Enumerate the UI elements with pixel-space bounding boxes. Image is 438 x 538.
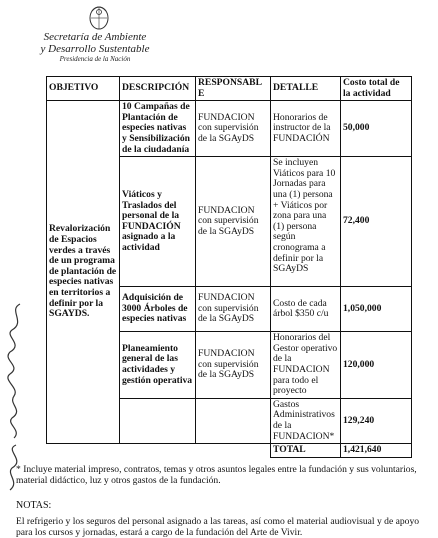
header-detalle: DETALLE (271, 77, 341, 101)
header-responsable: RESPONSABLE (196, 77, 271, 101)
total-value: 1,421,640 (341, 444, 412, 458)
descripcion-cell: Planeamiento general de las actividades y gestión operativa (120, 332, 196, 399)
total-label: TOTAL (271, 444, 341, 458)
descripcion-cell (120, 398, 196, 443)
national-seal-icon (86, 2, 112, 32)
costo-cell: 129,240 (341, 398, 412, 443)
notes-heading: NOTAS: (16, 500, 52, 511)
header-descripcion: DESCRIPCIÓN (120, 77, 196, 101)
objetivo-cell: Revalorización de Espacios verdes a través de un programa de plantación de especies nativas en territorios a definir por la SGAYDS. (47, 101, 120, 444)
header-objetivo: OBJETIVO (47, 77, 120, 101)
detalle-cell: Gastos Administrativos de la FUNDACION* (271, 398, 341, 443)
costo-cell: 120,000 (341, 332, 412, 399)
detalle-cell: Se incluyen Viáticos para 10 Jornadas para una (1) persona + Viáticos por zona para una (1) persona según cronograma a definir por la SGAyDS (271, 157, 341, 287)
costo-cell: 50,000 (341, 101, 412, 157)
responsable-cell (196, 398, 271, 443)
letterhead-line-2: y Desarrollo Sustentable (40, 43, 150, 55)
costo-cell: 1,050,000 (341, 287, 412, 332)
table-row (47, 101, 412, 157)
footnote: * Incluye material impreso, contratos, temas y otros asuntos legales entre la fundación y sus voluntarios, material didáctico, luz y otros gastos de la fundación. (16, 464, 417, 486)
notes-body: El refrigerio y los seguros del personal asignado a las tareas, así como el material audiovisual y de apoyo para los cursos y jornadas, estará a cargo de la fundación del Arte de Vivir. (16, 516, 420, 538)
detalle-cell: Honorarios del Gestor operativo de la FUNDACION para todo el proyecto (271, 332, 341, 399)
responsable-cell: FUNDACION con supervisión de la SGAyDS (196, 287, 271, 332)
responsable-cell: FUNDACION con supervisión de la SGAyDS (196, 157, 271, 287)
responsable-cell: FUNDACION con supervisión de la SGAyDS (196, 332, 271, 399)
descripcion-cell: Viáticos y Traslados del personal de la FUNDACIÓN asignado a la actividad (120, 157, 196, 287)
descripcion-cell: 10 Campañas de Plantación de especies nativas y Sensibilización de la ciudadanía (120, 101, 196, 157)
descripcion-cell: Adquisición de 3000 Árboles de especies nativas (120, 287, 196, 332)
header-costo: Costo total de la actividad (341, 77, 412, 101)
detalle-cell: Honorarios de instructor de la FUNDACIÓN (271, 101, 341, 157)
detalle-cell: Costo de cada árbol $350 c/u (271, 287, 341, 332)
total-row (47, 444, 412, 458)
costo-cell: 72,400 (341, 157, 412, 287)
table-header-row (47, 77, 412, 101)
responsable-cell: FUNDACION con supervisión de la SGAyDS (196, 101, 271, 157)
letterhead-line-3: Presidencia de la Nación (59, 55, 131, 63)
budget-table (46, 76, 412, 458)
letterhead-line-1: Secretaría de Ambiente (43, 31, 147, 43)
